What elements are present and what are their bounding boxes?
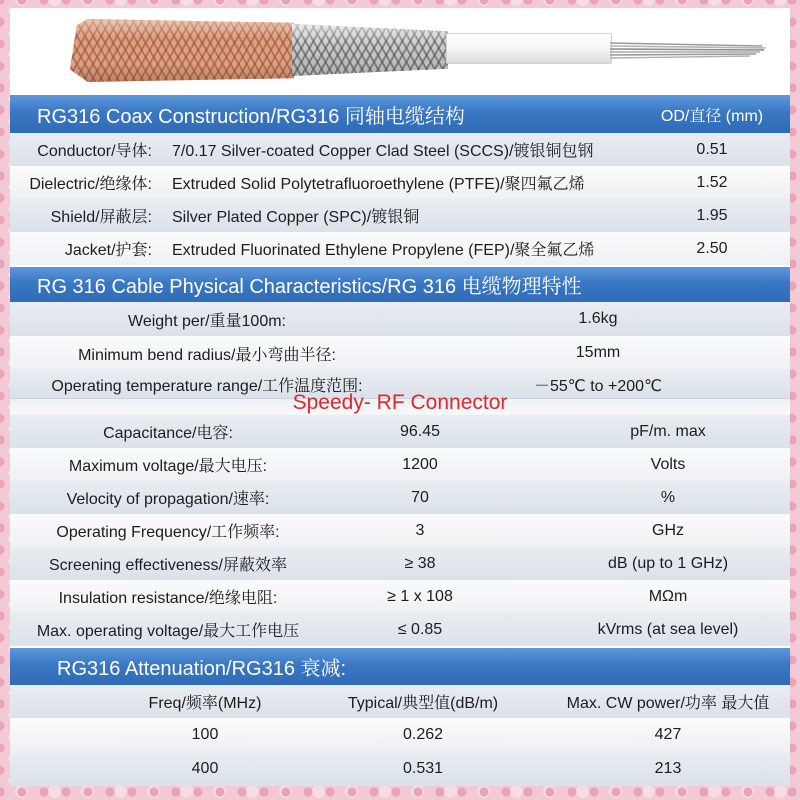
construction-row [10,232,790,265]
typical-column-header: Typical/典型值(dB/m) [347,695,499,712]
row-od-value: 0.51 [696,140,728,158]
freq-column-header: Freq/频率(MHz) [148,695,262,712]
row-label: Capacitance/电容: [103,425,233,442]
row-unit: GHz [652,521,684,539]
typical-value: 0.531 [402,760,444,777]
row-od-value: 2.50 [696,239,728,257]
row-value: 96.45 [399,422,441,440]
row-unit: % [660,488,676,506]
construction-row [10,133,790,166]
cable-image [10,8,790,93]
construction-title: RG316 Coax Construction/RG316 同轴电缆结构 [37,105,465,128]
attenuation-row [10,752,790,786]
row-description: Silver Plated Copper (SPC)/镀银铜 [172,209,420,226]
row-unit: MΩm [648,587,688,605]
row-label: Velocity of propagation/速率: [66,491,270,508]
row-description: Extruded Solid Polytetrafluoroethylene (PTFE)/聚四氟乙烯 [172,176,585,193]
row-value: 1200 [402,455,438,473]
row-label: Shield/屏蔽层: [50,209,152,226]
row-label: Operating Frequency/工作频率: [56,524,280,541]
row-value: ≤ 0.85 [397,620,443,638]
silver-braid-section [292,24,448,76]
typical-value: 0.262 [402,726,444,743]
freq-value: 400 [191,760,219,777]
row-label: Screening effectiveness/屏蔽效率 [48,557,288,574]
row-label: Conductor/导体: [37,143,152,160]
row-label: Minimum bend radius/最小弯曲半径: [78,346,336,364]
row-unit: Volts [650,455,686,473]
electrical-row [10,613,790,646]
electrical-row [10,448,790,481]
od-column-header: OD/直径 (mm) [660,107,764,125]
brand-watermark: Speedy- RF Connector [292,391,508,414]
row-label: Maximum voltage/最大电压: [68,458,268,475]
row-od-value: 1.95 [696,206,728,224]
power-value: 427 [654,726,682,743]
construction-header [10,93,790,133]
row-description: 7/0.17 Silver-coated Copper Clad Steel (SCCS)/镀银铜包钢 [172,143,594,160]
row-value: 15mm [575,344,621,361]
row-value: 1.6kg [578,310,618,327]
row-label: Operating temperature range/工作温度范围: [51,377,363,395]
row-description: Extruded Fluorinated Ethylene Propylene (FEP)/聚全氟乙烯 [172,242,595,259]
electrical-row [10,415,790,448]
freq-value: 100 [191,726,219,743]
electrical-row [10,481,790,514]
attenuation-row [10,718,790,752]
row-label: Weight per/重量100m: [128,312,286,330]
attenuation-header [10,646,790,685]
physical-header [10,265,790,302]
row-unit: kVrms (at sea level) [597,620,739,638]
row-label: Jacket/护套: [64,242,152,259]
attenuation-title: RG316 Attenuation/RG316 衰减: [57,658,347,680]
physical-row [10,302,790,336]
row-unit: pF/m. max [630,422,706,440]
conductor-strands [610,34,770,64]
row-label: Insulation resistance/绝缘电阻: [58,590,278,607]
row-od-value: 1.52 [696,173,728,191]
row-label: Max. operating voltage/最大工作电压 [36,623,300,640]
white-dielectric-section [446,33,612,64]
attenuation-column-headers [10,685,790,718]
electrical-row [10,514,790,547]
electrical-row [10,580,790,613]
construction-row [10,199,790,232]
row-value: 70 [411,488,429,506]
row-value: 3 [415,521,425,539]
physical-title: RG 316 Cable Physical Characteristics/RG 316 电缆物理特性 [37,276,582,298]
physical-row [10,336,790,370]
electrical-row [10,547,790,580]
construction-row [10,166,790,199]
row-value: ≥ 1 x 108 [387,587,453,605]
row-value: －55℃ to +200℃ [533,377,662,395]
copper-braid-section [70,19,294,82]
row-label: Dielectric/绝缘体: [29,176,152,193]
power-column-header: Max. CW power/功率 最大值 [566,695,770,712]
row-unit: dB (up to 1 GHz) [607,554,729,572]
power-value: 213 [654,760,682,777]
row-value: ≥ 38 [404,554,436,572]
